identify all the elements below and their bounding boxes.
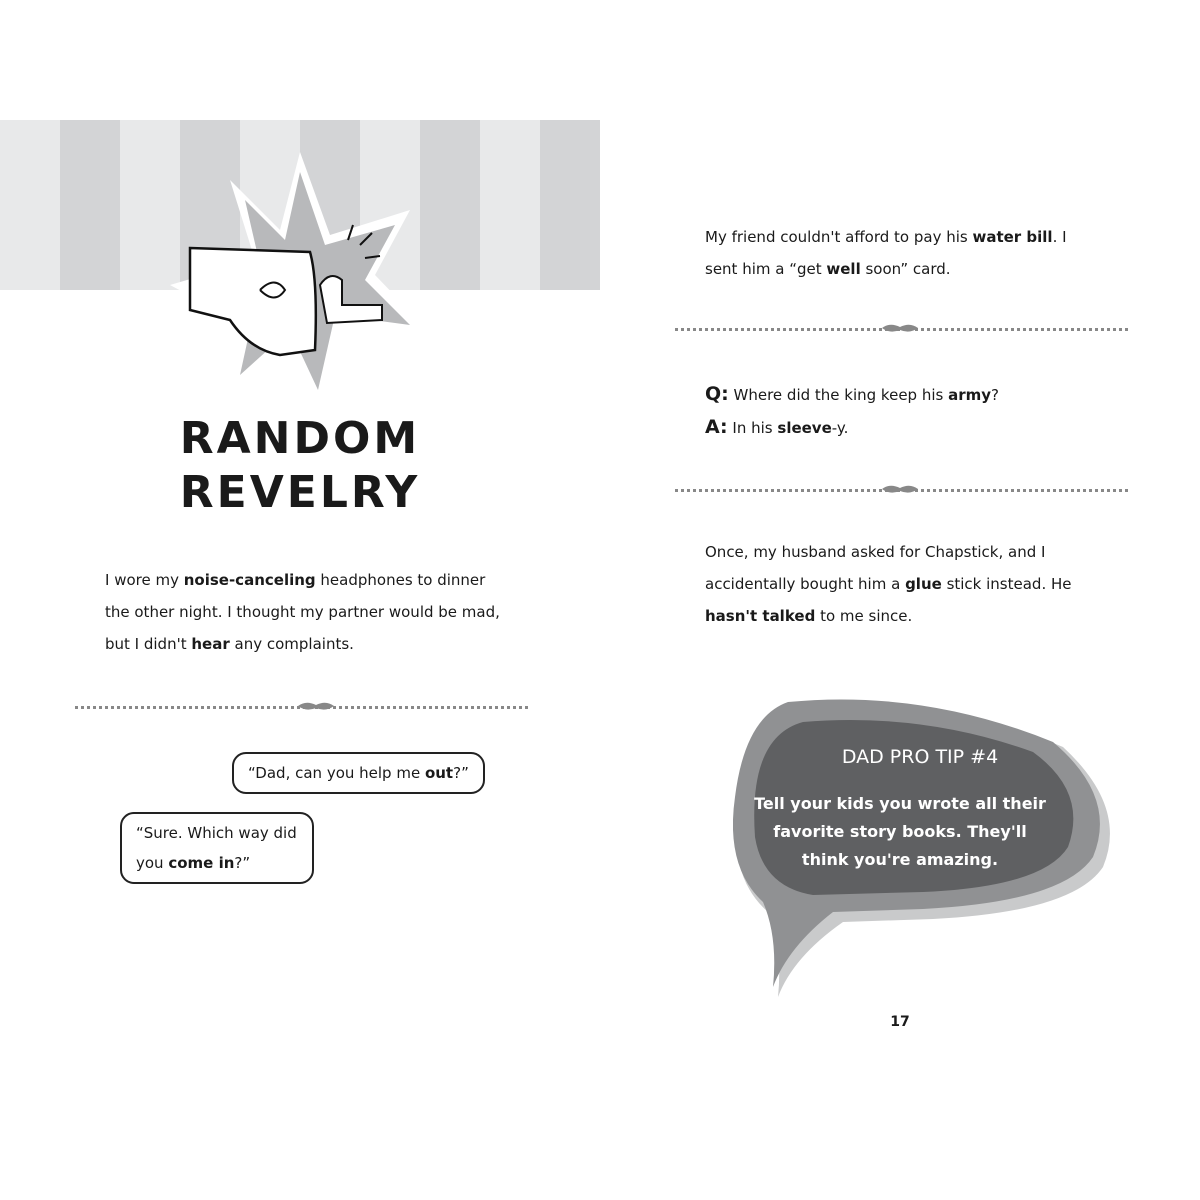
- text-segment: stick instead. He: [941, 575, 1072, 593]
- title-line-1: RANDOM: [179, 413, 421, 464]
- bold-phrase: glue: [905, 575, 942, 593]
- question-text: [729, 386, 999, 404]
- tip-body: Tell your kids you wrote all their favorite story books. They'll think you're amazing.: [754, 794, 1046, 869]
- bold-phrase: water bill: [972, 228, 1053, 246]
- mustache-icon: [880, 322, 920, 334]
- bold-phrase: out: [424, 764, 454, 782]
- text-segment: soon” card.: [860, 260, 951, 278]
- bold-phrase: sleeve: [777, 419, 832, 437]
- text-segment: In his: [727, 419, 778, 437]
- title-line-2: REVELRY: [179, 467, 421, 518]
- joke-chapstick: [705, 536, 1085, 632]
- mustache-icon: [296, 700, 336, 712]
- answer-text: [728, 419, 849, 437]
- bold-phrase: hasn't talked: [705, 607, 816, 625]
- text-segment: any complaints.: [229, 635, 354, 653]
- text-segment: ?”: [453, 764, 469, 782]
- joke-king-army: [705, 378, 1105, 444]
- text-segment: “Dad, can you help me: [248, 764, 425, 782]
- text-segment: -y.: [831, 419, 849, 437]
- bold-phrase: well: [826, 260, 861, 278]
- joke-water-bill: [705, 221, 1095, 285]
- text-segment: I wore my: [105, 571, 184, 589]
- page-number: 17: [890, 1014, 910, 1030]
- text-segment: to me since.: [815, 607, 913, 625]
- bold-phrase: come in: [168, 854, 235, 872]
- text-segment: ?”: [234, 854, 251, 872]
- speech-bubble-dad-answer: [120, 812, 314, 884]
- joke-noise-canceling: [105, 564, 505, 660]
- bold-phrase: army: [948, 386, 992, 404]
- chapter-title: [120, 412, 480, 520]
- text-segment: . I sent him a “get: [705, 228, 1067, 278]
- text-segment: Once, my husband asked for Chapstick, and I accidentally bought him a: [705, 543, 1046, 593]
- text-segment: headphones to dinner the other night. I thought my partner would be mad, but I didn't: [105, 571, 500, 653]
- bold-phrase: hear: [191, 635, 230, 653]
- fist-bump-starburst-illustration: [160, 140, 440, 420]
- text-segment: My friend couldn't afford to pay his: [705, 228, 973, 246]
- mustache-icon: [880, 483, 920, 495]
- text-segment: “Sure. Which way did you: [136, 824, 297, 872]
- tip-title: DAD PRO TIP #4: [841, 746, 999, 768]
- q-label: Q:: [705, 383, 729, 405]
- speech-bubble-dad-question: [232, 752, 485, 794]
- a-label: A:: [705, 416, 728, 438]
- text-segment: ?: [991, 386, 999, 404]
- text-segment: Where did the king keep his: [728, 386, 949, 404]
- bold-phrase: noise-canceling: [183, 571, 316, 589]
